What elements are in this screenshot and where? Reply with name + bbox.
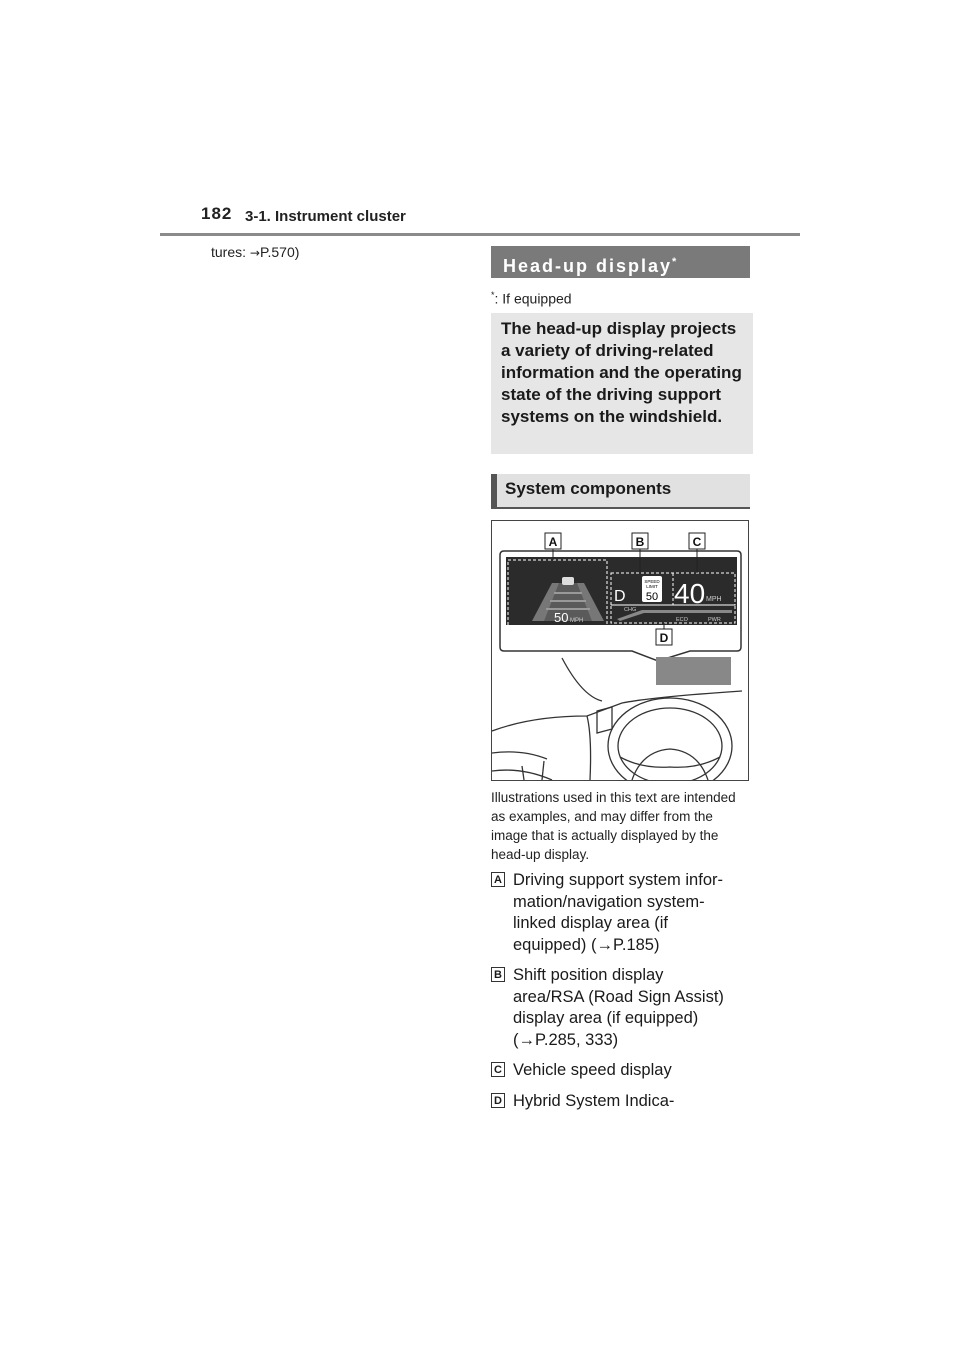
header-rule [160,233,800,236]
vehicle-speed: 40 [674,578,706,609]
footnote-mark: * [491,290,495,300]
set-speed-unit: MPH [570,618,584,624]
page-number: 182 [201,204,233,223]
speed-unit: MPH [706,596,722,603]
item-badge-d: D [491,1093,505,1108]
hud-illustration [491,520,749,781]
hud-illustration-svg [492,521,748,780]
heading-text: Head-up display [503,256,673,276]
footnote-text: : If equipped [494,290,572,307]
item-text-b: Shift position display area/RSA (Road Sign Assist) display area (if equipped) (→P.285, 333) [513,966,724,1049]
sign-text-mid: LIMIT [646,584,658,589]
set-speed: 50 [554,610,569,625]
windshield-projection [656,657,731,685]
item-text-c: Vehicle speed display [513,1061,672,1079]
callout-a: A [548,535,558,549]
item-badge-c: C [491,1062,505,1077]
gear-indicator: D [614,588,626,605]
hybrid-label-pwr: PWR [708,617,721,623]
subheading [491,474,750,508]
list-item [491,965,753,1051]
section-title: 3-1. Instrument cluster [245,208,406,225]
callout-c: C [692,535,702,549]
item-text-d: Hybrid System Indica- [513,1091,675,1110]
footnote [491,290,572,307]
sign-text-top: SPEED [644,579,660,584]
hybrid-label-eco: ECO [676,617,688,623]
callout-d: D [659,631,669,645]
subheading-text: System components [505,479,672,498]
component-list [491,870,753,1121]
list-item [491,1091,753,1113]
item-badge-a: A [491,872,505,887]
subheading-rule [491,507,750,509]
section-heading [491,246,750,278]
item-text-a: Driving support system infor- mation/navigation system- linked display area (if equipped) (→P.185) [513,871,723,954]
callout-b: B [635,535,645,549]
intro-box: The head-up display projects a variety of driving-related information and the operating state of the driving support systems on the windshield. [491,313,753,454]
continued-text [211,244,299,260]
list-item [491,870,753,956]
heading-mark: * [672,256,677,268]
item-badge-b: B [491,967,505,982]
lead-vehicle-icon [562,577,574,585]
continued-prefix: tures: [211,244,250,260]
figure-caption: Illustrations used in this text are intended as examples, and may differ from the image that is actually displayed by the head-up display. [491,790,736,862]
sign-value: 50 [645,591,659,603]
arrow-icon: → [249,246,260,260]
continued-ref: P.570) [259,244,300,260]
hybrid-label-chg: CHG [624,607,637,613]
list-item [491,1060,753,1082]
